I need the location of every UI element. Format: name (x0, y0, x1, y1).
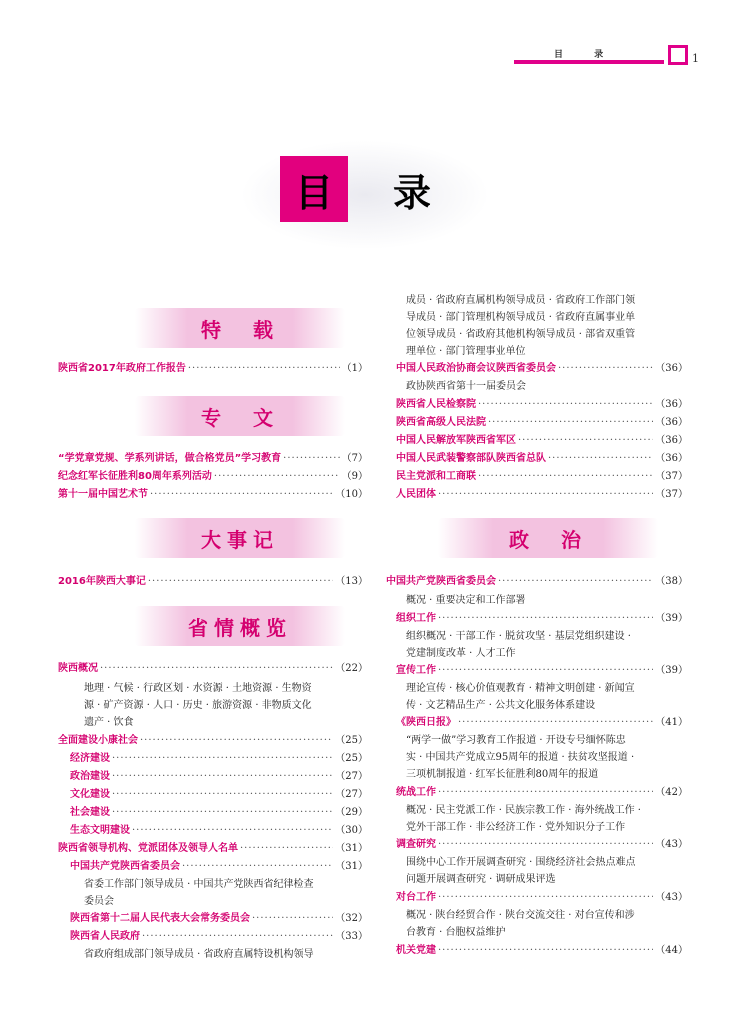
toc-desc: 组织概况 · 干部工作 · 脱贫攻坚 · 基层党组织建设 · (406, 631, 631, 642)
toc-entry[interactable] (58, 662, 368, 676)
toc-entry-title: 2016年陕西大事记 (58, 576, 146, 587)
toc-entry-page: （43） (655, 839, 688, 850)
toc-entry[interactable] (396, 944, 688, 958)
toc-entry[interactable] (58, 488, 368, 502)
toc-entry-page: （25） (335, 735, 368, 746)
toc-entry[interactable] (396, 434, 688, 448)
page-title-char-1: 目 (280, 156, 348, 222)
running-header (514, 44, 664, 66)
toc-entry-page: （27） (335, 771, 368, 782)
toc-entry-page: （39） (655, 665, 688, 676)
toc-entry-title: 陕西省第十二届人民代表大会常务委员会 (70, 913, 250, 924)
toc-desc: 围绕中心工作开展调查研究 · 围绕经济社会热点难点 (406, 857, 636, 868)
toc-desc: 源 · 矿产资源 · 人口 · 历史 · 旅游资源 · 非物质文化 (84, 700, 312, 711)
toc-entry-title: 政治建设 (70, 771, 110, 782)
toc-entry-title: 《陕西日报》 (396, 717, 456, 728)
toc-desc: 概况 · 陕台经贸合作 · 陕台交流交往 · 对台宣传和涉 (406, 910, 635, 921)
toc-desc: 三项机制报道 · 红军长征胜利80周年的报道 (406, 769, 599, 780)
toc-entry[interactable] (396, 398, 688, 412)
toc-entry[interactable] (396, 786, 688, 800)
toc-entry-page: （36） (655, 435, 688, 446)
toc-entry[interactable] (396, 362, 688, 376)
toc-entry-title: 机关党建 (396, 945, 436, 956)
toc-desc: 党外干部工作 · 非公经济工作 · 党外知识分子工作 (406, 822, 626, 833)
toc-desc: 理单位 · 部门管理事业单位 (406, 346, 526, 357)
toc-desc: 导成员 · 部门管理机构领导成员 · 省政府直属事业单 (406, 312, 636, 323)
toc-desc: 理论宣传 · 核心价值观教育 · 精神文明创建 · 新闻宣 (406, 683, 635, 694)
running-header-bar (514, 60, 664, 64)
toc-entry-page: （32） (335, 913, 368, 924)
toc-desc: 问题开展调查研究 · 调研成果评选 (406, 874, 556, 885)
toc-entry[interactable] (396, 488, 688, 502)
toc-entry[interactable] (70, 770, 368, 784)
toc-entry-title: 陕西省2017年政府工作报告 (58, 363, 186, 374)
toc-entry-page: （33） (335, 931, 368, 942)
section-banner-label: 特 载 (201, 317, 279, 342)
toc-entry[interactable] (58, 470, 368, 484)
toc-entry-title: 经济建设 (70, 753, 110, 764)
toc-entry-title: 中国人民武装警察部队陕西省总队 (396, 453, 546, 464)
section-banner-label: 大事记 (201, 527, 279, 552)
toc-entry[interactable] (58, 575, 368, 589)
toc-entry-title: 陕西省高级人民法院 (396, 417, 486, 428)
toc-entry[interactable] (396, 416, 688, 430)
toc-entry-title: 全面建设小康社会 (58, 735, 138, 746)
toc-entry-title: 文化建设 (70, 789, 110, 800)
toc-entry-page: （22） (335, 663, 368, 674)
toc-entry-title: 社会建设 (70, 807, 110, 818)
toc-entry-page: （7） (341, 453, 368, 464)
page-title-char-2: 录 (392, 170, 431, 215)
toc-entry-title: 陕西省人民检察院 (396, 399, 476, 410)
toc-entry[interactable] (396, 470, 688, 484)
toc-entry-page: （31） (335, 843, 368, 854)
toc-entry-title: 统战工作 (396, 787, 436, 798)
toc-entry-page: （38） (655, 576, 688, 587)
toc-entry-title: 对台工作 (396, 892, 436, 903)
toc-entry-title: 民主党派和工商联 (396, 471, 476, 482)
toc-entry-title: 人民团体 (396, 489, 436, 500)
section-banner-label: 政 治 (509, 527, 587, 552)
section-banner-zhengzhi (438, 518, 658, 558)
page-title (240, 140, 490, 250)
toc-entry-page: （36） (655, 417, 688, 428)
toc-entry[interactable] (58, 842, 368, 856)
toc-entry-title: 陕西概况 (58, 663, 98, 674)
toc-desc: 实 · 中国共产党成立95周年的报道 · 扶贫攻坚报道 · (406, 752, 635, 763)
toc-entry[interactable] (70, 788, 368, 802)
toc-entry-title: 纪念红军长征胜利80周年系列活动 (58, 471, 212, 482)
toc-entry-page: （36） (655, 363, 688, 374)
section-banner-tezai (135, 308, 345, 348)
toc-desc: 概况 · 民主党派工作 · 民族宗教工作 · 海外统战工作 · (406, 805, 641, 816)
toc-entry[interactable] (70, 930, 368, 944)
toc-desc: 概况 · 重要决定和工作部署 (406, 595, 526, 606)
toc-desc: 党建制度改革 · 人才工作 (406, 648, 516, 659)
toc-entry-page: （41） (655, 717, 688, 728)
toc-entry-page: （31） (335, 861, 368, 872)
toc-entry-title: 陕西省领导机构、党派团体及领导人名单 (58, 843, 238, 854)
toc-entry-title: “学党章党规、学系列讲话，做合格党员”学习教育 (58, 453, 282, 464)
toc-entry[interactable] (396, 716, 688, 730)
toc-entry[interactable] (58, 734, 368, 748)
toc-entry[interactable] (396, 452, 688, 466)
toc-entry-page: （36） (655, 399, 688, 410)
toc-entry-page: （37） (655, 489, 688, 500)
toc-entry-page: （13） (335, 576, 368, 587)
toc-entry-title: 中国人民解放军陕西省军区 (396, 435, 516, 446)
section-banner-dashiji (135, 518, 345, 558)
toc-entry-title: 生态文明建设 (70, 825, 130, 836)
section-banner-shengqing (135, 606, 345, 646)
toc-entry[interactable] (70, 860, 368, 874)
toc-desc: 位领导成员 · 省政府其他机构领导成员 · 部省双重管 (406, 329, 636, 340)
toc-entry-page: （25） (335, 753, 368, 764)
toc-entry-page: （44） (655, 945, 688, 956)
toc-entry[interactable] (70, 806, 368, 820)
section-banner-label: 省情概览 (188, 615, 292, 640)
toc-entry-title: 中国共产党陕西省委员会 (386, 576, 496, 587)
section-banner-label: 专 文 (201, 405, 279, 430)
toc-desc: 政协陕西省第十一届委员会 (406, 381, 526, 392)
toc-entry-title: 调查研究 (396, 839, 436, 850)
running-header-label: 目 录 (554, 50, 618, 60)
toc-entry[interactable] (396, 612, 688, 626)
toc-desc: 成员 · 省政府直属机构领导成员 · 省政府工作部门领 (406, 295, 636, 306)
toc-entry-title: 陕西省人民政府 (70, 931, 140, 942)
toc-entry[interactable] (396, 664, 688, 678)
toc-entry[interactable] (70, 824, 368, 838)
toc-entry[interactable] (396, 838, 688, 852)
toc-entry-page: （39） (655, 613, 688, 624)
toc-entry-title: 第十一届中国艺术节 (58, 489, 148, 500)
toc-entry-page: （1） (341, 363, 368, 374)
toc-entry-page: （30） (335, 825, 368, 836)
toc-entry-page: （29） (335, 807, 368, 818)
toc-entry-page: （10） (335, 489, 368, 500)
toc-entry-title: 中国人民政治协商会议陕西省委员会 (396, 363, 556, 374)
toc-entry-title: 宣传工作 (396, 665, 436, 676)
toc-desc: 地理 · 气候 · 行政区划 · 水资源 · 土地资源 · 生物资 (84, 683, 312, 694)
toc-desc: 遗产 · 饮食 (84, 717, 134, 728)
toc-entry[interactable] (70, 912, 368, 926)
page-number: 1 (692, 52, 699, 65)
toc-entry-page: （9） (341, 471, 368, 482)
toc-desc: 传 · 文艺精品生产 · 公共文化服务体系建设 (406, 700, 596, 711)
toc-desc: 省政府组成部门领导成员 · 省政府直属特设机构领导 (84, 949, 314, 960)
toc-desc: 台教育 · 台胞权益维护 (406, 927, 506, 938)
toc-desc: “两学一做”学习教育工作报道 · 开设专号缅怀陈忠 (406, 735, 626, 746)
toc-entry-title: 中国共产党陕西省委员会 (70, 861, 180, 872)
section-banner-zhuanwen (135, 396, 345, 436)
toc-entry-title: 组织工作 (396, 613, 436, 624)
page-corner-box (668, 45, 688, 65)
toc-entry[interactable] (396, 891, 688, 905)
toc-entry[interactable] (70, 752, 368, 766)
toc-entry-page: （42） (655, 787, 688, 798)
toc-desc: 委员会 (84, 896, 114, 907)
toc-entry-page: （43） (655, 892, 688, 903)
toc-entry[interactable] (58, 452, 368, 466)
toc-entry-page: （27） (335, 789, 368, 800)
toc-entry[interactable] (58, 362, 368, 376)
toc-entry-page: （37） (655, 471, 688, 482)
toc-entry-page: （36） (655, 453, 688, 464)
toc-entry[interactable] (386, 575, 688, 589)
toc-desc: 省委工作部门领导成员 · 中国共产党陕西省纪律检查 (84, 879, 314, 890)
